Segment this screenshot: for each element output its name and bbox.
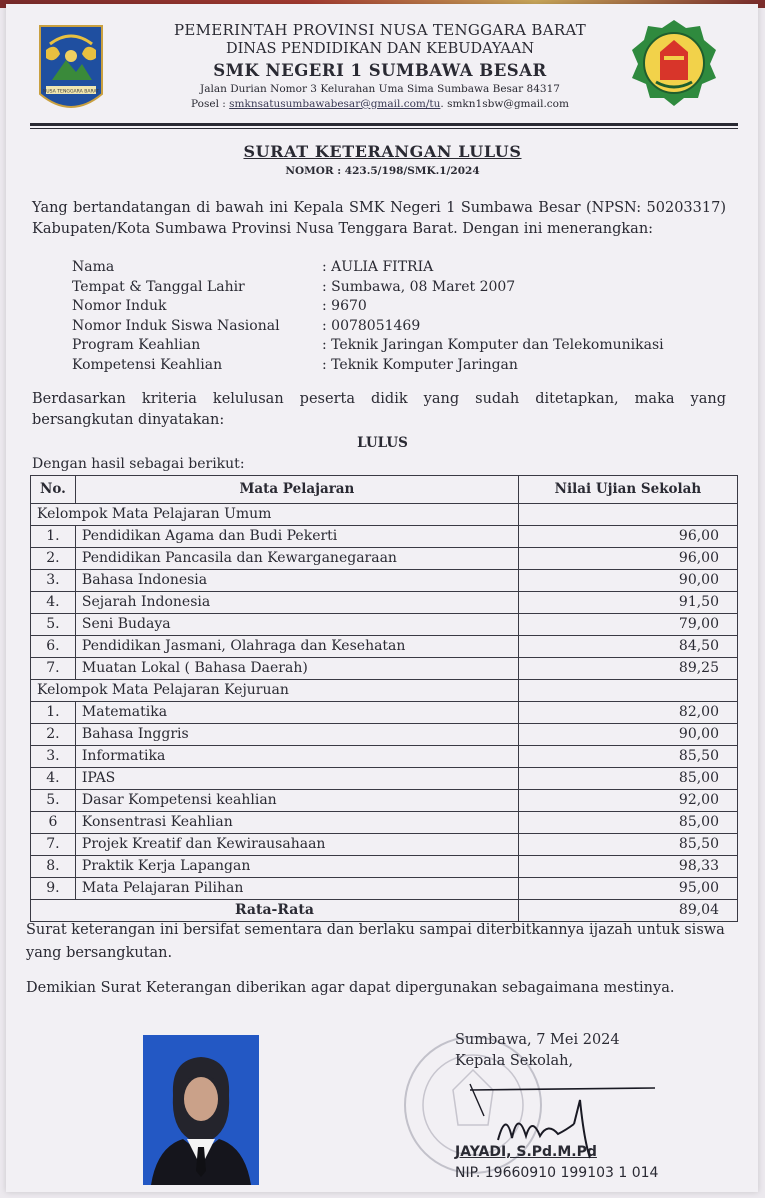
row-score: 89,25 <box>518 658 737 680</box>
row-no: 2. <box>31 548 76 570</box>
row-subject: Pendidikan Jasmani, Olahraga dan Kesehatan <box>75 636 518 658</box>
intro-paragraph: Yang bertandatangan di bawah ini Kepala SMK Negeri 1 Sumbawa Besar (NPSN: 50203317) Kabupaten/Kota Sumbawa Provinsi Nusa Tenggara Barat. Dengan ini menerangkan: <box>32 200 726 237</box>
row-subject: Pendidikan Pancasila dan Kewarganegaraan <box>75 548 518 570</box>
identity-label: Program Keahlian <box>72 337 201 353</box>
email-rest: . smkn1sbw@gmail.com <box>440 98 569 110</box>
table-row <box>31 834 738 856</box>
table-row <box>31 702 738 724</box>
row-no: 6 <box>31 812 76 834</box>
row-no: 4. <box>31 768 76 790</box>
row-subject: Sejarah Indonesia <box>75 592 518 614</box>
table-row <box>31 812 738 834</box>
table-row <box>31 548 738 570</box>
letterhead <box>130 20 630 112</box>
row-no: 3. <box>31 746 76 768</box>
criteria-paragraph: Berdasarkan kriteria kelulusan peserta didik yang sudah ditetapkan, maka yang bersangkutan dinyatakan: <box>32 391 726 428</box>
row-no: 3. <box>31 570 76 592</box>
table-row <box>31 878 738 900</box>
row-no: 1. <box>31 702 76 724</box>
row-score: 85,00 <box>518 812 737 834</box>
identity-value: : AULIA FITRIA <box>322 259 434 275</box>
place-date: Sumbawa, 7 Mei 2024 <box>455 1032 620 1048</box>
row-score: 96,00 <box>518 548 737 570</box>
row-subject: Bahasa Indonesia <box>75 570 518 592</box>
letterhead-address: Jalan Durian Nomor 3 Kelurahan Uma Sima Sumbawa Besar 84317 <box>200 83 560 95</box>
table-row <box>31 636 738 658</box>
identity-label: Nomor Induk <box>72 298 167 314</box>
average-value: 89,04 <box>518 900 737 922</box>
table-row <box>31 658 738 680</box>
row-subject: Seni Budaya <box>75 614 518 636</box>
row-no: 5. <box>31 614 76 636</box>
empty-cell <box>518 680 737 702</box>
group-label: Kelompok Mata Pelajaran Kejuruan <box>31 680 519 702</box>
row-score: 98,33 <box>518 856 737 878</box>
row-no: 7. <box>31 834 76 856</box>
table-row <box>31 724 738 746</box>
header-rule-thick <box>30 123 738 126</box>
row-subject: IPAS <box>75 768 518 790</box>
validity-note: Surat keterangan ini bersifat sementara dan berlaku sampai diterbitkannya ijazah untuk siswa yang bersangkutan. <box>26 922 725 961</box>
table-header-row <box>31 476 738 504</box>
group-row <box>31 680 738 702</box>
row-score: 84,50 <box>518 636 737 658</box>
emblem-banner-text: NUSA TENGGARA BARAT <box>42 89 100 95</box>
row-score: 85,00 <box>518 768 737 790</box>
table-row <box>31 570 738 592</box>
empty-cell <box>518 504 737 526</box>
row-no: 6. <box>31 636 76 658</box>
province-emblem-icon <box>36 24 106 120</box>
row-no: 4. <box>31 592 76 614</box>
school-logo-icon <box>630 18 718 108</box>
row-score: 92,00 <box>518 790 737 812</box>
row-no: 2. <box>31 724 76 746</box>
table-row <box>31 592 738 614</box>
row-score: 79,00 <box>518 614 737 636</box>
document-title: SURAT KETERANGAN LULUS <box>243 142 522 161</box>
letterhead-email <box>130 97 630 112</box>
row-no: 5. <box>31 790 76 812</box>
row-no: 9. <box>31 878 76 900</box>
table-row <box>31 790 738 812</box>
identity-value: : Sumbawa, 08 Maret 2007 <box>322 278 516 295</box>
row-score: 85,50 <box>518 834 737 856</box>
group-label: Kelompok Mata Pelajaran Umum <box>31 504 519 526</box>
row-score: 90,00 <box>518 570 737 592</box>
student-photo <box>143 1035 259 1185</box>
row-subject: Muatan Lokal ( Bahasa Daerah) <box>75 658 518 680</box>
row-subject: Matematika <box>75 702 518 724</box>
identity-value: : 0078051469 <box>322 317 421 334</box>
row-score: 82,00 <box>518 702 737 724</box>
table-row <box>31 768 738 790</box>
identity-label: Tempat & Tanggal Lahir <box>72 278 245 295</box>
header-rule-thin <box>30 128 738 129</box>
identity-value: : Teknik Jaringan Komputer dan Telekomunikasi <box>322 337 664 353</box>
row-subject: Projek Kreatif dan Kewirausahaan <box>75 834 518 856</box>
email-label: Posel : <box>191 98 230 110</box>
header-no: No. <box>31 476 76 504</box>
row-score: 90,00 <box>518 724 737 746</box>
row-subject: Pendidikan Agama dan Budi Pekerti <box>75 526 518 548</box>
table-row <box>31 526 738 548</box>
closing-paragraph: Demikian Surat Keterangan diberikan agar dapat dipergunakan sebagaimana mestinya. <box>26 980 675 996</box>
row-no: 7. <box>31 658 76 680</box>
header-subject: Mata Pelajaran <box>75 476 518 504</box>
signer-position: Kepala Sekolah, <box>455 1053 574 1069</box>
row-no: 8. <box>31 856 76 878</box>
row-score: 95,00 <box>518 878 737 900</box>
table-row <box>31 746 738 768</box>
row-score: 96,00 <box>518 526 737 548</box>
email-link[interactable]: smknsatusumbawabesar@gmail.com/tu <box>229 98 441 110</box>
average-label: Rata-Rata <box>31 900 519 922</box>
letterhead-department: DINAS PENDIDIKAN DAN KEBUDAYAAN <box>225 41 535 57</box>
header-score: Nilai Ujian Sekolah <box>518 476 737 504</box>
document-number: NOMOR : 423.5/198/SMK.1/2024 <box>285 165 480 177</box>
group-row <box>31 504 738 526</box>
table-row <box>31 614 738 636</box>
letterhead-government: PEMERINTAH PROVINSI NUSA TENGGARA BARAT <box>173 21 587 39</box>
row-subject: Praktik Kerja Lapangan <box>75 856 518 878</box>
letterhead-school-name: SMK NEGERI 1 SUMBAWA BESAR <box>213 61 547 80</box>
row-subject: Mata Pelajaran Pilihan <box>75 878 518 900</box>
table-row <box>31 856 738 878</box>
identity-label: Nama <box>72 259 115 275</box>
row-score: 85,50 <box>518 746 737 768</box>
row-subject: Informatika <box>75 746 518 768</box>
identity-value: : 9670 <box>322 298 367 314</box>
signer-nip: NIP. 19660910 199103 1 014 <box>455 1165 659 1181</box>
row-score: 91,50 <box>518 592 737 614</box>
row-subject: Konsentrasi Keahlian <box>75 812 518 834</box>
signer-name: JAYADI, S.Pd.M.Pd <box>455 1144 597 1160</box>
results-intro: Dengan hasil sebagai berikut: <box>32 456 245 472</box>
graduation-status: LULUS <box>357 435 408 451</box>
identity-label: Kompetensi Keahlian <box>72 356 223 373</box>
identity-label: Nomor Induk Siswa Nasional <box>72 317 280 334</box>
row-subject: Dasar Kompetensi keahlian <box>75 790 518 812</box>
identity-value: : Teknik Komputer Jaringan <box>322 356 518 373</box>
row-no: 1. <box>31 526 76 548</box>
grades-table <box>30 475 738 922</box>
row-subject: Bahasa Inggris <box>75 724 518 746</box>
handwritten-signature-icon <box>440 1080 670 1170</box>
